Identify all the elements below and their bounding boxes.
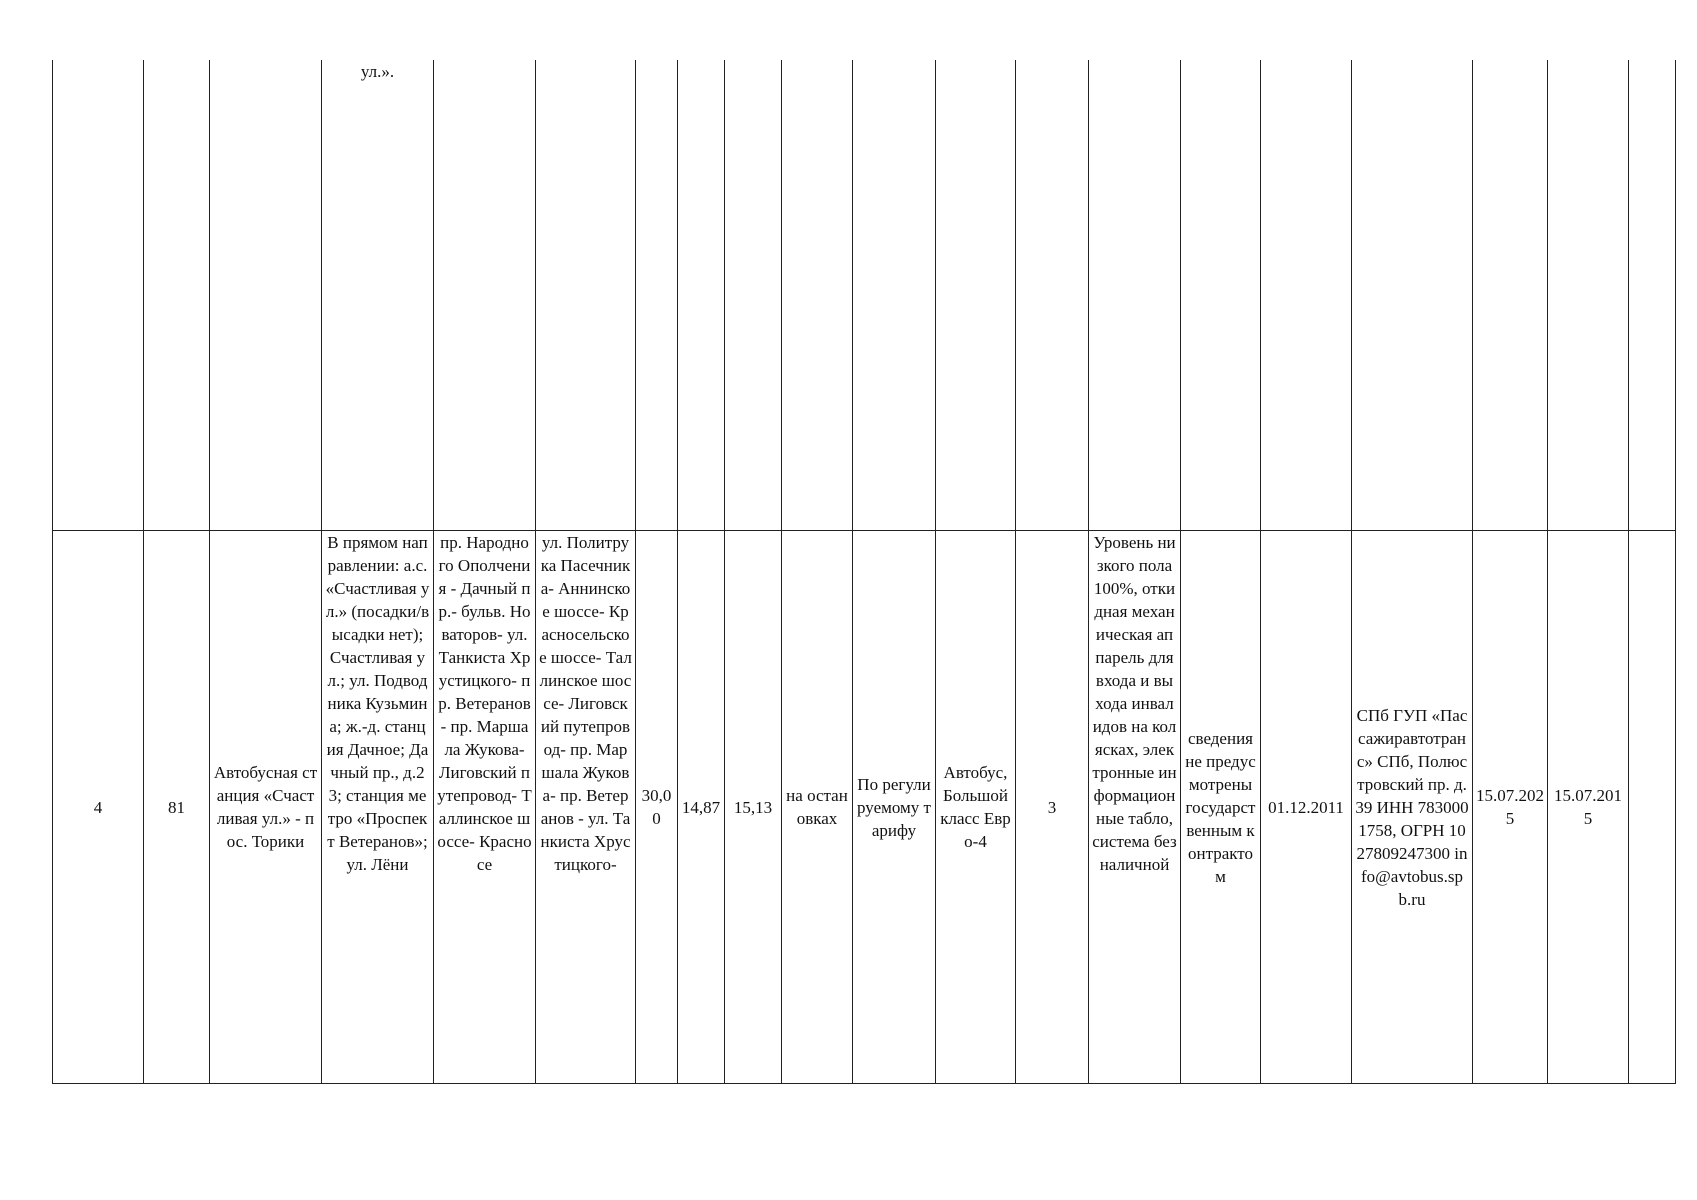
cell-extra [1629,531,1676,1084]
cell-route-number: 81 [144,531,210,1084]
cell-tariff: По регулируемому тарифу [853,531,936,1084]
cell-empty [853,60,936,531]
cell-characteristics: Уровень низкого пола 100%, откидная механическая аппарель для входа и выхода инвалидов на колясках, электронные информационные табло, система безналичной [1089,531,1181,1084]
cell-empty [210,60,322,531]
cell-empty [1016,60,1089,531]
cell-empty [678,60,725,531]
cell-empty [725,60,782,531]
cell-empty [1629,60,1676,531]
cell-date-change: 15.07.2025 [1473,531,1548,1084]
cell-stop-order: на остановках [782,531,853,1084]
cell-empty [1548,60,1629,531]
cell-length-total: 30,00 [636,531,678,1084]
cell-date-start-carrier: 15.07.2015 [1548,531,1629,1084]
cell-schedule: сведения не предусмотрены государственным контрактом [1181,531,1261,1084]
cell-vehicle: Автобус, Большой класс Евро-4 [936,531,1016,1084]
cell-empty [53,60,144,531]
cell-route-name: Автобусная станция «Счастливая ул.» - пос. Торики [210,531,322,1084]
cell-empty [1089,60,1181,531]
cell-empty [1181,60,1261,531]
cell-empty [1352,60,1473,531]
cell-vehicle-count: 3 [1016,531,1089,1084]
cell-empty [536,60,636,531]
cell-empty [1473,60,1548,531]
cell-start-date: 01.12.2011 [1261,531,1352,1084]
cell-stops: В прямом направлении: а.с. «Счастливая ул.» (посадки/высадки нет); Счастливая ул.; ул. Подводника Кузьмина; ж.-д. станция Дачное; Дачный пр., д.23; станция метро «Проспект Ветеранов»; ул. Лёни [322,531,434,1084]
cell-empty [936,60,1016,531]
cell-empty [782,60,853,531]
cell-streets-forward: пр. Народного Ополчения - Дачный пр.- бульв. Новаторов- ул. Танкиста Хрустицкого- пр. Ветеранов- пр. Маршала Жукова- Лиговский путепровод- Таллинское шоссе- Красносе [434,531,536,1084]
cell-streets-backward: ул. Политрука Пасечника- Аннинское шоссе- Красносельское шоссе- Таллинское шоссе- Лиговский путепровод- пр. Маршала Жукова- пр. Ветеранов - ул. Танкиста Хрустицкого- [536,531,636,1084]
cell-empty [1261,60,1352,531]
routes-table [52,60,1676,1084]
cell-stops-continuation: ул.». [322,60,434,531]
cell-row-number: 4 [53,531,144,1084]
cell-carrier: СПб ГУП «Пассажиравтотранс» СПб, Полюстровский пр. д.39 ИНН 7830001758, ОГРН 1027809247300 info@avtobus.spb.ru [1352,531,1473,1084]
cell-empty [434,60,536,531]
cell-empty [636,60,678,531]
table-row-continuation [53,60,1676,531]
cell-empty [144,60,210,531]
cell-length-backward: 15,13 [725,531,782,1084]
cell-length-forward: 14,87 [678,531,725,1084]
table-row-route-4 [53,531,1676,1084]
